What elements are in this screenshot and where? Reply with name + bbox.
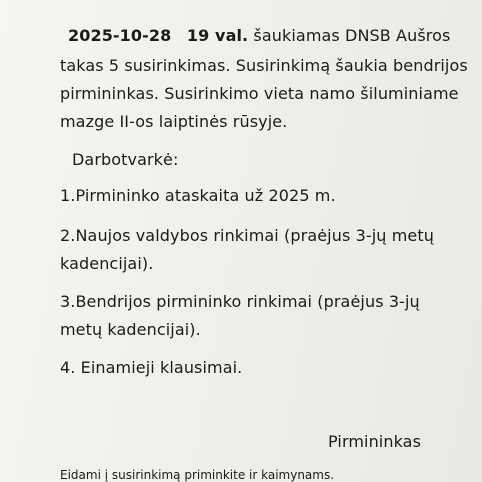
agenda-item-4: 4. Einamieji klausimai. [60,358,243,377]
agenda-item-3-continuation: metų kadencijai). [60,320,201,339]
agenda-item-2-continuation: kadencijai). [60,254,154,273]
meeting-date: 2025-10-28 [68,26,172,45]
agenda-item-2: 2.Naujos valdybos rinkimai (praėjus 3-jų metų [60,226,434,245]
signature: Pirmininkas [328,432,422,451]
notice-line1-rest: šaukiamas DNSB Aušros [253,26,451,45]
notice-line-2: takas 5 susirinkimas. Susirinkimą šaukia bendrijos [60,56,468,75]
notice-first-line [68,26,450,46]
agenda-item-3: 3.Bendrijos pirmininko rinkimai (praėjus 3-jų [60,292,420,311]
footer-note: Eidami į susirinkimą priminkite ir kaimynams. [60,468,335,482]
agenda-heading: Darbotvarkė: [72,150,179,169]
notice-line-4: mazge II-os laiptinės rūsyje. [60,112,288,131]
notice-line-3: pirmininkas. Susirinkimo vieta namo šiluminiame [60,84,459,103]
meeting-time: 19 val. [186,26,249,45]
agenda-item-1: 1.Pirmininko ataskaita už 2025 m. [60,186,336,205]
